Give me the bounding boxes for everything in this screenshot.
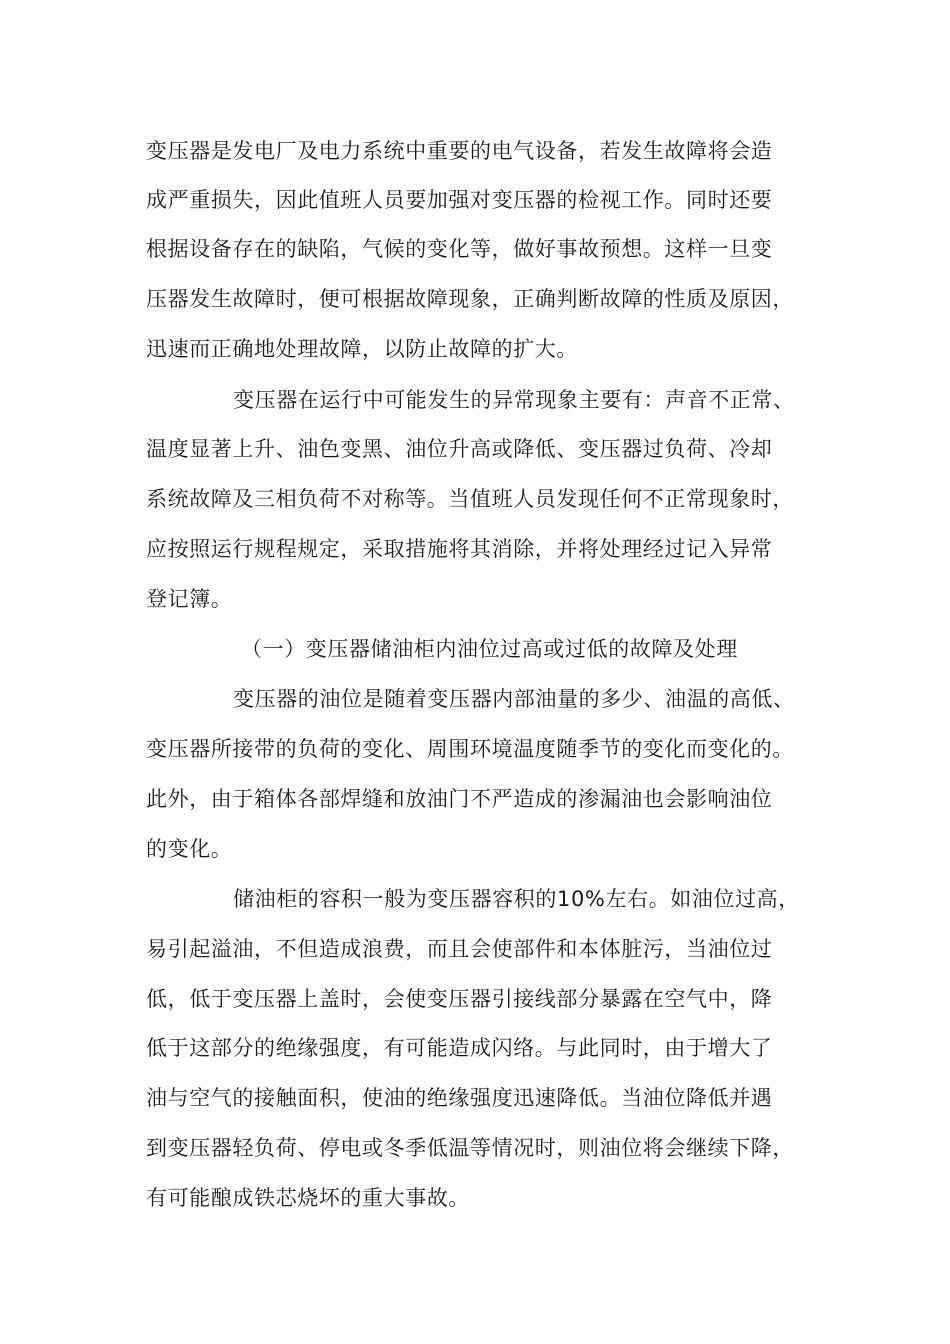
text-line: 变压器在运行中可能发生的异常现象主要有：声音不正常、: [233, 388, 795, 412]
text-line: 到变压器轻负荷、停电或冬季低温等情况时，则油位将会继续下降，: [146, 1136, 794, 1160]
text-line: 变压器所接带的负荷的变化、周围环境温度随季节的变化而变化的。: [146, 737, 794, 761]
text-line: 此外，由于箱体各部焊缝和放油门不严造成的渗漏油也会影响油位: [146, 787, 773, 811]
text-line: 成严重损失，因此值班人员要加强对变压器的检视工作。同时还要: [146, 188, 773, 212]
text-line: 登记簿。: [146, 587, 233, 611]
text-line: 低，低于变压器上盖时，会使变压器引接线部分暴露在空气中，降: [146, 987, 773, 1011]
text-line: 的变化。: [146, 837, 233, 861]
text-line: 温度显著上升、油色变黑、油位升高或降低、变压器过负荷、冷却: [146, 437, 773, 461]
section-heading: （一）变压器储油柜内油位过高或过低的故障及处理: [241, 637, 738, 661]
text-line: 有可能酿成铁芯烧坏的重大事故。: [146, 1186, 470, 1210]
text-line: 储油柜的容积一般为变压器容积的10%左右。如油位过高，: [233, 887, 800, 911]
text-line: 易引起溢油，不但造成浪费，而且会使部件和本体脏污，当油位过: [146, 937, 773, 961]
text-line: 低于这部分的绝缘强度，有可能造成闪络。与此同时，由于增大了: [146, 1036, 773, 1060]
text-line: 油与空气的接触面积，使油的绝缘强度迅速降低。当油位降低并遇: [146, 1086, 773, 1110]
text-line: 变压器的油位是随着变压器内部油量的多少、油温的高低、: [233, 687, 795, 711]
text-line: 系统故障及三相负荷不对称等。当值班人员发现任何不正常现象时，: [146, 487, 794, 511]
text-line: 压器发生故障时，便可根据故障现象，正确判断故障的性质及原因，: [146, 287, 794, 311]
text-line: 应按照运行规程规定，采取措施将其消除，并将处理经过记入异常: [146, 537, 773, 561]
text-line: 变压器是发电厂及电力系统中重要的电气设备，若发生故障将会造: [146, 139, 773, 163]
text-line: 根据设备存在的缺陷，气候的变化等，做好事故预想。这样一旦变: [146, 237, 773, 261]
text-line: 迅速而正确地处理故障，以防止故障的扩大。: [146, 337, 578, 361]
